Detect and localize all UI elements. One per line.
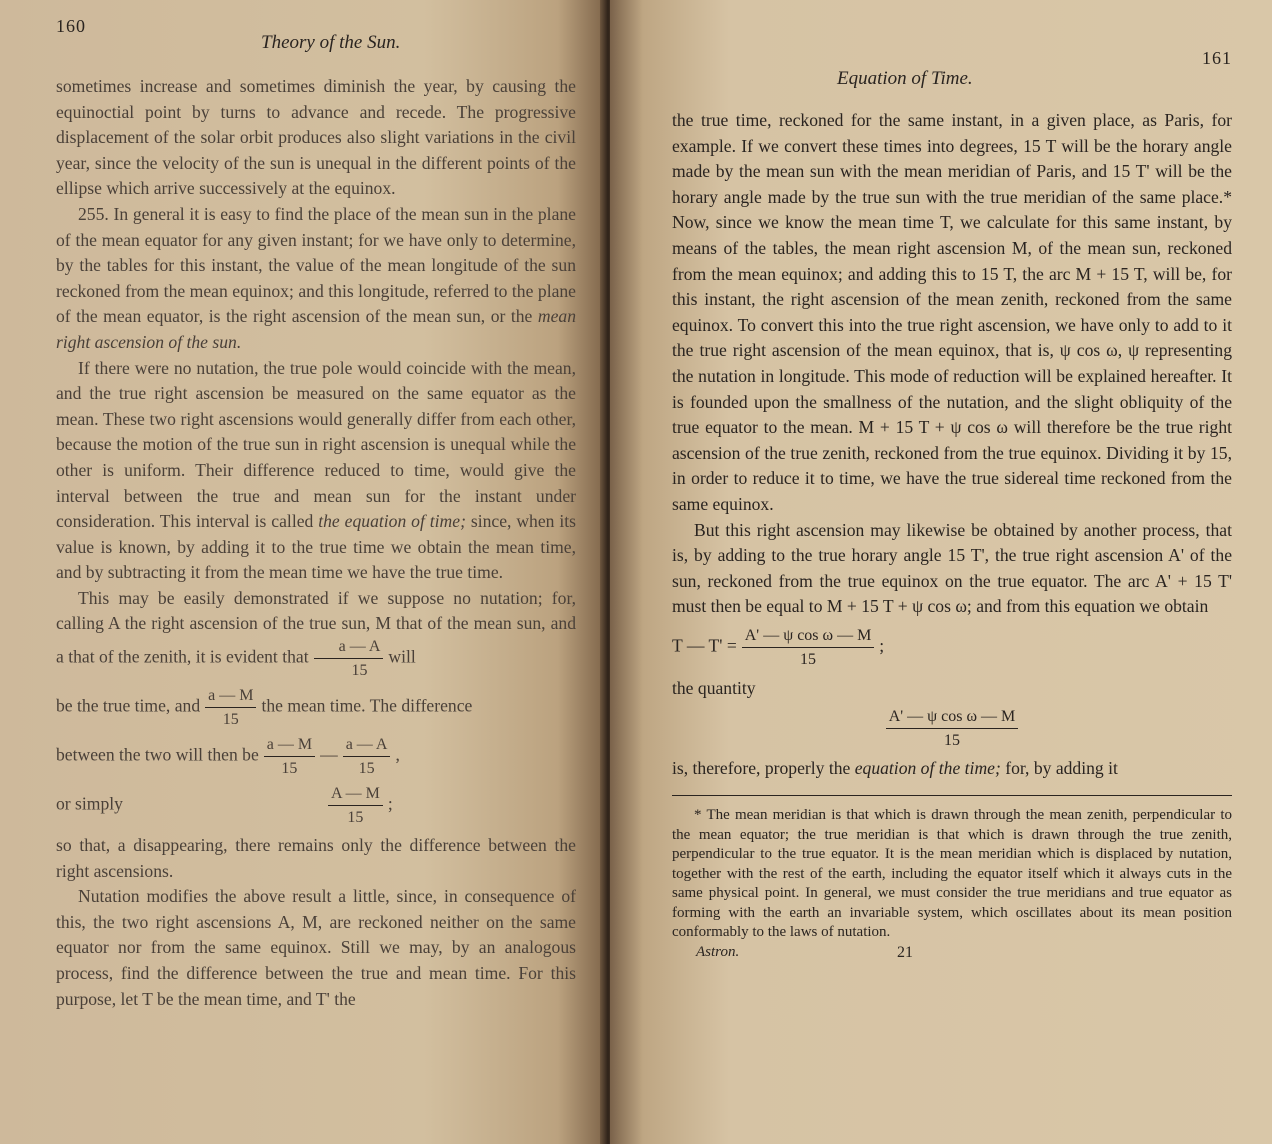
right-paragraph-continued: the true time, reckoned for the same instant, in a given place, as Paris, for example. If we convert these times into degrees, 15 T will be the horary angle made by the mean sun with the mean meridian of Paris, and 15 T' will be the horary angle made by the true sun with the true meridian of the same place.* Now, since we know the mean time T, we calculate for this same instant, by means of the tables, the mean right ascension M, of the mean sun, reckoned from the mean equinox; and adding this to 15 T, the arc M + 15 T, will be, for this instant, the right ascension of the mean zenith, reckoned from the same equinox. To convert this into the true right ascension, we have only to add to it the true right ascension of the mean equinox, that is, ψ cos ω, ψ representing the nutation in longitude. This mode of reduction will be explained hereafter. It is founded upon the smallness of the nutation, and the slight obliquity of the true equator to the mean. M + 15 T + ψ cos ω will therefore be the true right ascension of the true zenith, reckoned from the true equinox. Dividing it by 15, in order to reduce it to time, we have the true sidereal time reckoned from the same equinox. xyxy=(672,110,1232,514)
fraction-numerator: a — A xyxy=(314,637,384,659)
fraction-a-minus-m-simple xyxy=(328,784,383,827)
paragraph-255-text: In general it is easy to find the place of the mean sun in the plane of the mean equator for any given instant; for we have only to determine, by the tables for this instant, the value of the mean longitude of the sun reckoned from the mean equinox; and this longitude, referred to the plane of the mean equator, is the right ascension of the mean sun, or the xyxy=(56,203,576,327)
math-line-or-simply xyxy=(56,784,576,827)
equation-fraction xyxy=(742,626,875,669)
right-page xyxy=(610,0,1272,1144)
text-be-true-time: be the true time, and xyxy=(56,695,201,716)
math-line-difference xyxy=(56,735,576,778)
paragraph-therefore xyxy=(672,756,1232,782)
fraction-denominator: 15 xyxy=(351,662,368,680)
fraction-denominator: 15 xyxy=(358,760,375,778)
left-page xyxy=(0,0,606,1144)
comma: , xyxy=(395,744,400,765)
quantity-fraction xyxy=(886,707,1019,750)
paragraph-255 xyxy=(56,202,576,356)
math-line-true-time xyxy=(56,686,576,729)
text-between: between the two will then be xyxy=(56,744,259,765)
text-therefore-b: for, by adding it xyxy=(1005,757,1118,778)
text-will: will xyxy=(388,646,416,667)
displayed-quantity xyxy=(672,707,1232,750)
fraction-denominator: 15 xyxy=(281,760,298,778)
right-running-title: Equation of Time. xyxy=(837,68,973,89)
fraction-a-minus-m xyxy=(264,735,315,778)
text-the-quantity: the quantity xyxy=(672,677,756,698)
fraction-denominator: 15 xyxy=(943,731,960,749)
left-running-title: Theory of the Sun. xyxy=(261,32,401,53)
paragraph-so-that: so that, a disappearing, there remains only the difference between the right ascensions. xyxy=(56,835,576,881)
equation-t-minus-t xyxy=(672,626,1232,669)
paragraph-demonstration-text: This may be easily demonstrated if we suppose no nutation; for, calling A the right ascension of the true sun, M that of the mean sun, and a that of the zenith, it is evident that xyxy=(56,587,576,667)
fraction-numerator: a — M xyxy=(205,686,256,708)
paragraph-nutation xyxy=(56,356,576,586)
right-page-header xyxy=(672,48,1232,108)
left-page-header xyxy=(56,14,576,74)
paragraph-nutation-text-a: If there were no nutation, the true pole would coincide with the mean, and the true right ascension be measured on the same equator as the mean. These two right ascensions would generally differ from each other, because the motion of the true sun in right ascension is unequal while the other is uniform. Their difference reduced to time, would give the interval between the true and mean sun for the instant under consideration. This interval is called xyxy=(56,357,576,532)
fraction-numerator: A' — ψ cos ω — M xyxy=(742,626,875,648)
text-mean-difference: the mean time. The difference xyxy=(261,695,473,716)
paragraph-nutation-text-b: since, when its value is known, by adding it to the true time we obtain the mean time, and by subtracting it from the mean time we have the true time. xyxy=(56,511,577,583)
footnote xyxy=(672,806,1232,942)
fraction-denominator: 15 xyxy=(222,711,239,729)
fraction-numerator: a — M xyxy=(264,735,315,757)
paragraph-another-process: But this right ascension may likewise be obtained by another process, that is, by adding to the true horary angle 15 T', the true right ascension A' of the sun, reckoned from the true equinox on the true equator. The arc A' + 15 T' must then be equal to M + 15 T + ψ cos ω; and from this equation we obtain xyxy=(672,519,1232,617)
equation-lhs: T — T' = xyxy=(672,635,737,656)
text-therefore-a: is, therefore, properly the xyxy=(672,757,851,778)
paragraph-nutation-modifies: Nutation modifies the above result a little, since, in consequence of this, the two right ascensions A, M, are reckoned neither on the same equator nor from the same equinox. Still we may, by an analogous process, find the difference between the true and mean time. For this purpose, let T be the mean time, and T' the xyxy=(56,886,576,1009)
equation-of-the-time-term: equation of the time; xyxy=(854,757,1001,778)
fraction-denominator: 15 xyxy=(347,809,364,827)
signature-row xyxy=(672,942,1232,970)
minus-sign: — xyxy=(320,744,338,765)
left-paragraph-continued: sometimes increase and sometimes diminish the year, by causing the equinoctial point by turns to advance and recede. The progressive displacement of the solar orbit produces also slight variations in the civil year, since the velocity of the sun is unequal in the different points of the ellipse which arrive successively at the equinox. xyxy=(56,76,576,199)
semicolon: ; xyxy=(387,793,393,814)
paragraph-255-emphasis: mean right ascension of the sun. xyxy=(56,306,576,352)
fraction-true-time xyxy=(314,637,384,680)
footnote-rule xyxy=(672,795,1232,796)
fraction-numerator: A — M xyxy=(328,784,383,806)
left-page-number: 160 xyxy=(56,16,86,36)
fraction-mean-time xyxy=(205,686,256,729)
fraction-numerator: A' — ψ cos ω — M xyxy=(886,707,1019,729)
semicolon: ; xyxy=(879,635,885,656)
fraction-denominator: 15 xyxy=(800,650,817,668)
fraction-numerator: a — A xyxy=(343,735,391,757)
right-page-number: 161 xyxy=(1202,48,1232,68)
paragraph-demonstration xyxy=(56,586,576,680)
signature-number: 21 xyxy=(897,944,913,962)
text-or-simply: or simply xyxy=(56,793,123,814)
fraction-a-minus-a xyxy=(343,735,391,778)
section-number-255: 255. xyxy=(78,203,109,224)
signature-mark: Astron. xyxy=(696,944,740,961)
equation-of-time-term: the equation of time; xyxy=(318,511,466,532)
footnote-text: * The mean meridian is that which is drawn through the mean zenith, perpendicular to the mean equator; the true meridian is that which is drawn through the true zenith, perpendicular to the true equator. It is the mean meridian which is displaced by nutation, together with the rest of the earth, including the equator itself which it always cuts in the same physical point. In general, we must consider the true meridians and true equator as forming with the earth an invariable system, which oscillates about its mean position conformably to the laws of nutation. xyxy=(672,807,1232,940)
